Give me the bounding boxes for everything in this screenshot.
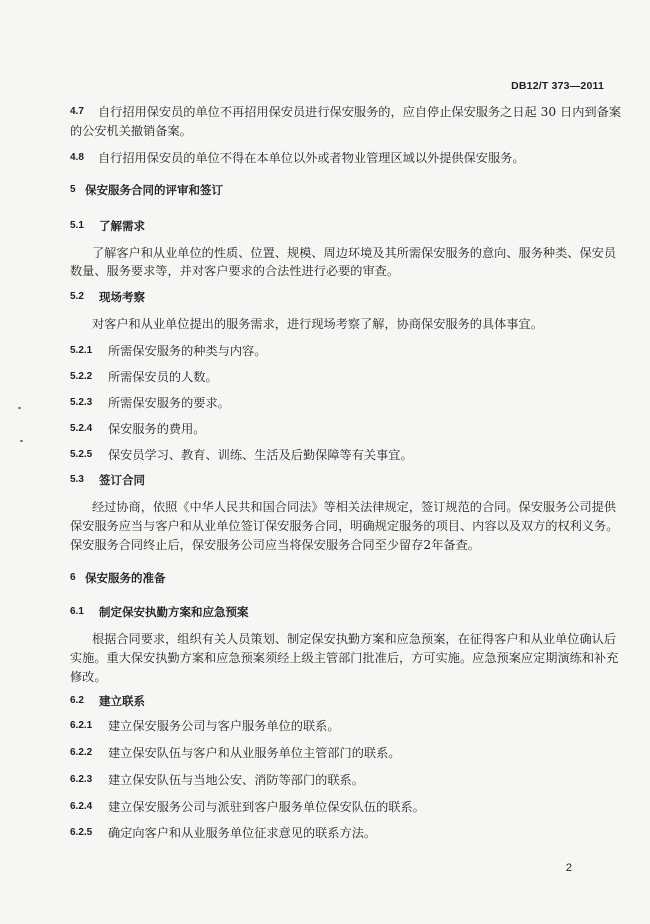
clause-title: 建立联系 [99,694,145,708]
item-text: 确定向客户和从业服务单位征求意见的联系方法。 [108,826,377,840]
item-text: 建立保安队伍与当地公安、消防等部门的联系。 [108,773,364,787]
clause-text-line: 的公安机关撤销备案。 [70,124,192,138]
item-number: 6.2.4 [70,801,93,812]
clause-text-line: 了解客户和从业单位的性质、位置、规模、周边环境及其所需保安服务的意向、服务种类、保安员 [92,246,617,260]
clause-text-line: 保安服务应当与客户和从业单位签订保安服务合同，明确规定服务的项目、内容以及双方的权利义务。 [70,519,619,533]
item-number: 5.2.3 [70,397,93,408]
item-number: 6.2.5 [70,827,93,838]
clause-title: 签订合同 [99,473,145,487]
item-text: 所需保安服务的种类与内容。 [108,344,267,358]
item-text: 建立保安队伍与客户和从业服务单位主管部门的联系。 [108,746,401,760]
item-text: 保安服务的费用。 [108,422,206,436]
clause-text-line: 自行招用保安员的单位不再招用保安员进行保安服务的，应自停止保安服务之日起 30 日内到备案 [98,105,621,119]
clause-number: 5.3 [70,474,84,485]
page-number: 2 [565,862,572,874]
clause-number: 5.1 [70,220,84,231]
section-number: 6 [70,572,76,583]
clause-text-line: 保安服务合同终止后，保安服务公司应当将保安服务合同至少留存2年备查。 [70,538,480,552]
clause-number: 4.8 [70,152,84,163]
scan-speck [20,440,23,442]
clause-title: 现场考察 [99,290,145,304]
item-text: 建立保安服务公司与派驻到客户服务单位保安队伍的联系。 [108,800,425,814]
item-number: 6.2.2 [70,747,93,758]
item-number: 5.2.5 [70,449,93,460]
clause-number: 5.2 [70,291,84,302]
standard-code: DB12/T 373—2011 [511,80,604,92]
item-number: 5.2.1 [70,345,93,356]
clause-text-line: 实施。重大保安执勤方案和应急预案须经上级主管部门批准后，方可实施。应急预案应定期演练和补充 [70,651,619,665]
scan-speck [18,407,21,409]
item-number: 5.2.2 [70,371,93,382]
section-title: 保安服务合同的评审和签订 [85,183,223,197]
clause-text-line: 根据合同要求，组织有关人员策划、制定保安执勤方案和应急预案，在征得客户和从业单位确认后 [92,632,617,646]
item-number: 5.2.4 [70,423,93,434]
clause-text-line: 修改。 [70,670,107,684]
item-number: 6.2.1 [70,720,93,731]
item-text: 所需保安员的人数。 [108,370,218,384]
item-number: 6.2.3 [70,774,93,785]
clause-number: 4.7 [70,106,84,117]
section-title: 保安服务的准备 [85,571,166,585]
clause-text: 自行招用保安员的单位不得在本单位以外或者物业管理区域以外提供保安服务。 [98,151,525,165]
clause-text: 对客户和从业单位提出的服务需求，进行现场考察了解，协商保安服务的具体事宜。 [92,317,543,331]
clause-title: 制定保安执勤方案和应急预案 [99,605,249,619]
item-text: 所需保安服务的要求。 [108,396,230,410]
item-text: 建立保安服务公司与客户服务单位的联系。 [108,719,340,733]
clause-number: 6.2 [70,695,84,706]
section-number: 5 [70,184,76,195]
clause-text-line: 数量、服务要求等，并对客户要求的合法性进行必要的审查。 [70,264,400,278]
clause-text-line: 经过协商，依照《中华人民共和国合同法》等相关法律规定，签订规范的合同。保安服务公司提供 [92,500,617,514]
clause-title: 了解需求 [99,219,145,233]
item-text: 保安员学习、教育、训练、生活及后勤保障等有关事宜。 [108,448,413,462]
clause-number: 6.1 [70,606,84,617]
